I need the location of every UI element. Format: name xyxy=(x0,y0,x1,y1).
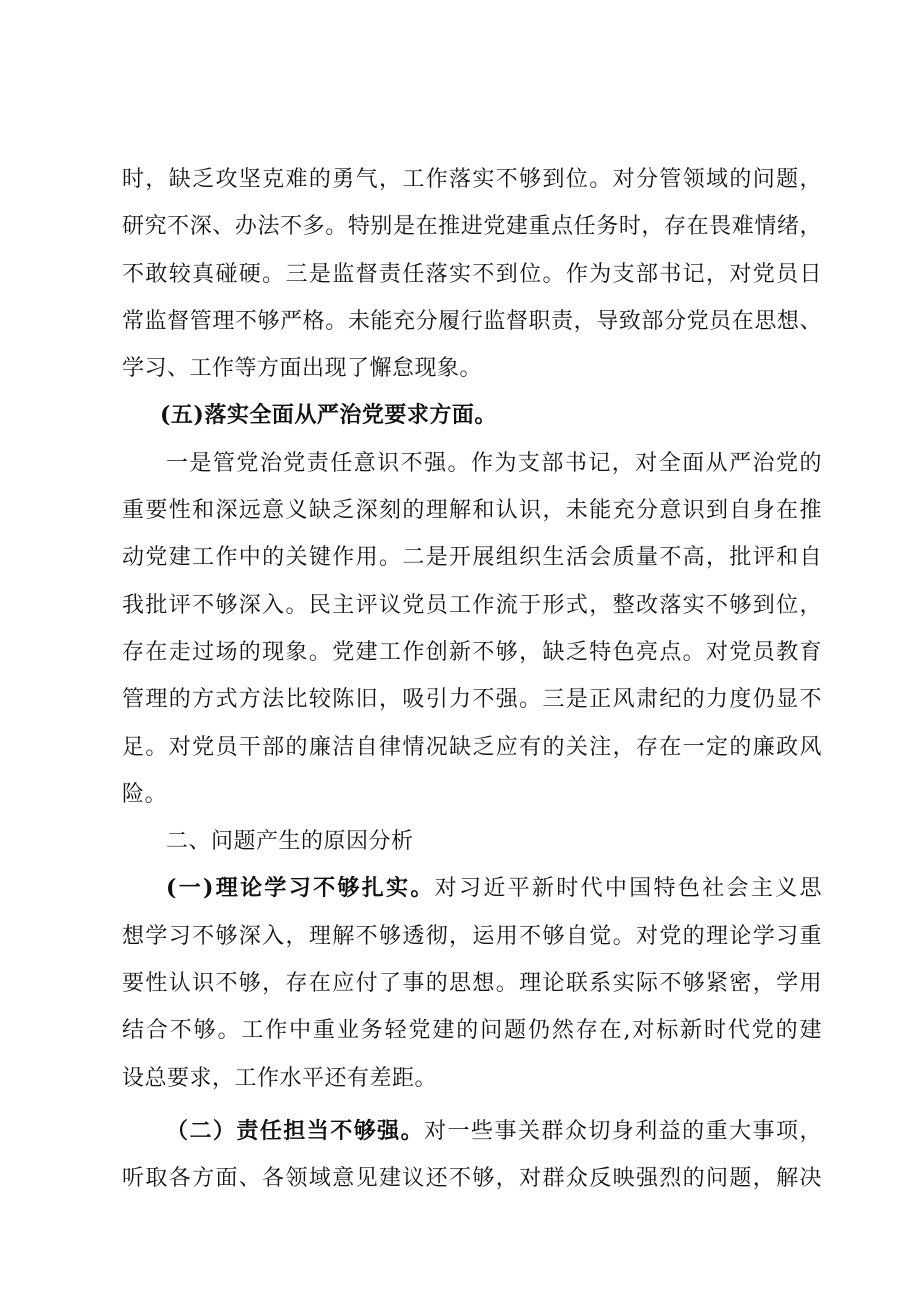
paragraph-line: 学习、工作等方面出现了懈怠现象。 xyxy=(122,356,483,382)
paragraph-line: 不敢较真碰硬。三是监督责任落实不到位。作为支部书记，对党员日 xyxy=(122,261,822,287)
paragraph-line: 存在走过场的现象。党建工作创新不够，缺乏特色亮点。对党员教育 xyxy=(122,639,822,665)
paragraph-line: 常监督管理不够严格。未能充分履行监督职责，导致部分党员在思想、 xyxy=(122,308,822,334)
paragraph-first-line xyxy=(122,865,822,912)
part2-heading: 二、问题产生的原因分析 xyxy=(166,829,414,855)
paragraph-line: 研究不深、办法不多。特别是在推进党建重点任务时，存在畏难情绪， xyxy=(122,214,822,240)
item-text: 对习近平新时代中国特色社会主义思 xyxy=(434,876,822,902)
paragraph-line: 听取各方面、各领域意见建议还不够，对群众反映强烈的问题，解决 xyxy=(122,1166,822,1192)
item-title: （二）责任担当不够强。 xyxy=(166,1117,425,1144)
paragraph-line: 动党建工作中的关键作用。二是开展组织生活会质量不高，批评和自 xyxy=(122,545,822,571)
paragraph-line: 一是管党治党责任意识不强。作为支部书记，对全面从严治党的 xyxy=(166,450,822,476)
paragraph-line: 我批评不够深入。民主评议党员工作流于形式，整改落实不够到位， xyxy=(122,592,822,618)
item-text: 对一些事关群众切身利益的重大事项， xyxy=(424,1118,822,1144)
paragraph-line: 设总要求，工作水平还有差距。 xyxy=(122,1065,438,1091)
section5-heading: (五)落实全面从严治党要求方面。 xyxy=(160,402,497,429)
paragraph-line: 险。 xyxy=(122,781,168,807)
item-title: (一)理论学习不够扎实。 xyxy=(166,875,435,902)
section5-paragraph xyxy=(122,440,822,818)
paragraph-line: 足。对党员干部的廉洁自律情况缺乏应有的关注，存在一定的廉政风 xyxy=(122,734,822,760)
paragraph-first-line xyxy=(122,1108,822,1155)
cause-item-1 xyxy=(122,865,822,1101)
document-page xyxy=(122,156,822,1203)
paragraph-line: 想学习不够深入，理解不够透彻，运用不够自觉。对党的理论学习重 xyxy=(122,923,822,949)
paragraph-line: 重要性和深远意义缺乏深刻的理解和认识，未能充分意识到自身在推 xyxy=(122,498,822,524)
section1-tail-paragraph xyxy=(122,156,822,392)
cause-item-2 xyxy=(122,1108,822,1203)
paragraph-line: 结合不够。工作中重业务轻党建的问题仍然存在,对标新时代党的建 xyxy=(122,1018,822,1044)
paragraph-line: 时，缺乏攻坚克难的勇气，工作落实不够到位。对分管领域的问题， xyxy=(122,167,822,192)
paragraph-line: 管理的方式方法比较陈旧，吸引力不强。三是正风肃纪的力度仍显不 xyxy=(122,687,822,713)
paragraph-line: 要性认识不够，存在应付了事的思想。理论联系实际不够紧密，学用 xyxy=(122,971,822,997)
